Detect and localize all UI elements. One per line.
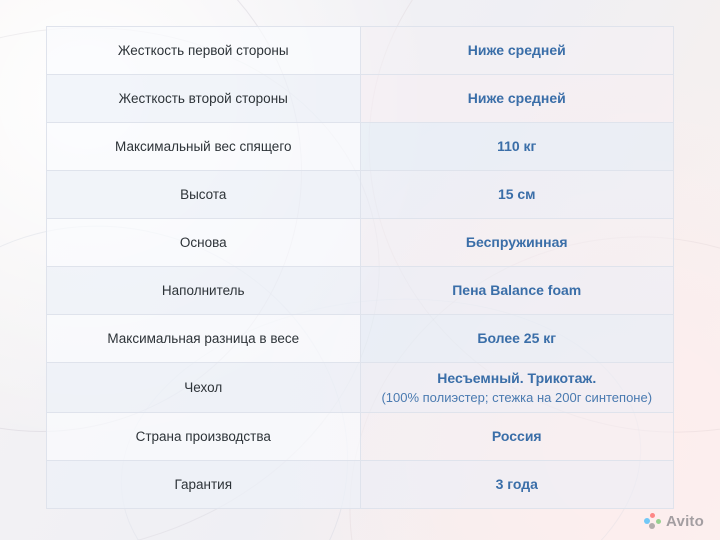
table-row: [47, 363, 673, 413]
spec-value: [361, 363, 674, 412]
spec-value: [361, 123, 674, 170]
spec-value: [361, 267, 674, 314]
spec-value-main: Ниже средней: [467, 90, 566, 107]
spec-value: [361, 413, 674, 460]
spec-value-main: Пена Balance foam: [452, 282, 582, 299]
spec-label: Чехол: [47, 363, 361, 412]
table-row: [47, 267, 673, 315]
table-row: [47, 123, 673, 171]
spec-value-main: 110 кг: [497, 138, 537, 155]
avito-watermark-label: Avito: [666, 513, 704, 530]
table-row: [47, 219, 673, 267]
spec-label: Максимальная разница в весе: [47, 315, 361, 362]
spec-value: [361, 315, 674, 362]
spec-label: Максимальный вес спящего: [47, 123, 361, 170]
spec-value-main: 15 см: [497, 186, 536, 203]
spec-value-main: 3 года: [495, 476, 538, 493]
spec-value-main: Россия: [491, 428, 542, 445]
spec-label: Жесткость первой стороны: [47, 27, 361, 74]
spec-value: [361, 75, 674, 122]
spec-label: Гарантия: [47, 461, 361, 508]
spec-value: [361, 461, 674, 508]
avito-watermark: [644, 513, 704, 530]
spec-value-main: Несъемный. Трикотаж.: [437, 370, 597, 386]
table-row: [47, 315, 673, 363]
spec-value: [361, 27, 674, 74]
spec-value: [361, 219, 674, 266]
table-row: [47, 27, 673, 75]
spec-value-main: Более 25 кг: [477, 330, 557, 347]
spec-value-note: (100% полиэстер; стежка на 200г синтепоне): [381, 389, 653, 405]
spec-label: Высота: [47, 171, 361, 218]
spec-value-main: Ниже средней: [467, 42, 566, 59]
table-row: [47, 171, 673, 219]
table-row: [47, 461, 673, 509]
specifications-table: [46, 26, 674, 509]
spec-label: Жесткость второй стороны: [47, 75, 361, 122]
spec-label: Основа: [47, 219, 361, 266]
avito-logo-icon: [644, 513, 661, 530]
table-row: [47, 75, 673, 123]
spec-label: Наполнитель: [47, 267, 361, 314]
spec-label: Страна производства: [47, 413, 361, 460]
table-row: [47, 413, 673, 461]
spec-value: [361, 171, 674, 218]
spec-value-main: Беспружинная: [465, 234, 568, 251]
